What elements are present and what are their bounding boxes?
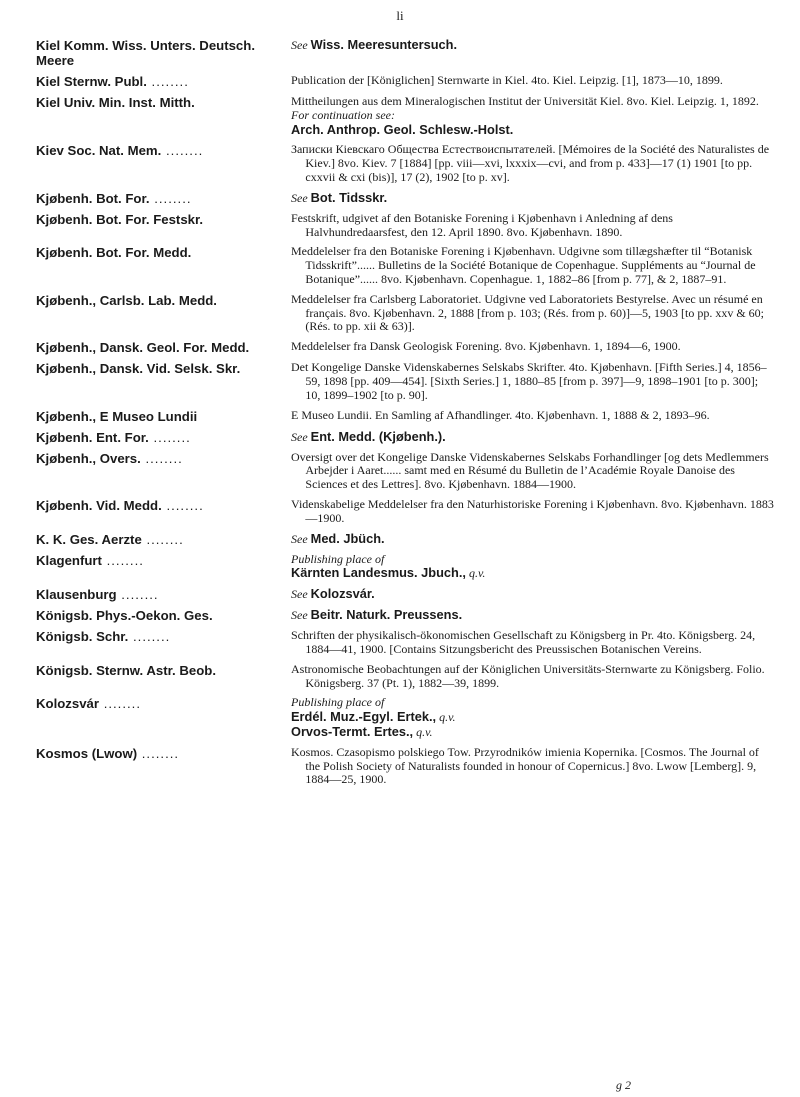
- entry-heading: [36, 361, 291, 376]
- entry-line: [291, 661, 776, 691]
- entry-line: [291, 37, 776, 53]
- leader-dots: ........: [101, 552, 144, 568]
- entry-heading-text: Kjøbenh., Carlsb. Lab. Medd.: [36, 292, 217, 308]
- qv-suffix: q.v.: [439, 710, 456, 725]
- entry-line: [291, 607, 776, 623]
- entry-heading-text: Kjøbenh. Ent. For.: [36, 429, 149, 445]
- entry-description: Meddelelser fra den Botaniske Forening i Kjøbenhavn. Udgivne som tillægshæfter til “Botanisk Tidsskrift”...... Bulletins de la Société Botanique de Copenhague. Suppléments au “Journal de Botanique”...... 8vo. Kjøbenhavn. Copenhague. 1, 1882–86 [from p. 77], & 2, 1887–91.: [291, 244, 756, 286]
- entry-heading: [36, 293, 291, 308]
- entry-line: [291, 586, 776, 602]
- entry-heading: [36, 587, 291, 602]
- catalog-entry: [36, 38, 776, 68]
- catalog-entry: [36, 696, 776, 739]
- entry-heading: [36, 498, 291, 513]
- catalog-entry: [36, 451, 776, 492]
- entry-heading: [36, 746, 291, 761]
- entry-line: [291, 121, 776, 138]
- qv-suffix: q.v.: [468, 566, 486, 581]
- cross-reference: Ent. Medd. (Kjøbenh.).: [310, 428, 446, 444]
- see-prefix: See: [291, 587, 308, 602]
- entry-line: [291, 291, 776, 334]
- entry-body: [291, 245, 776, 286]
- entry-description: Schriften der physikalisch-ökonomischen Gesellschaft zu Königsberg in Pr. 4to. Königsberg. 24, 1884—41, 1900. [Contains Sitzungsbericht des Preussischen Botanischen Vereins.: [291, 628, 756, 656]
- cross-reference: Kolozsvár.: [310, 586, 375, 602]
- entry-description: Meddelelser fra Carlsberg Laboratoriet. Udgivne ved Laboratoriets Bestyrelse. Avec un résumé en français. 8vo. Kjøbenhavn. 2, 1888 [from p. 103; (Rés. from p. 60)]—5, 1903 [to pp. xxv & 60; (Rés. to pp. xii & 63)].: [291, 291, 764, 334]
- catalog-entry: [36, 532, 776, 547]
- entry-heading: [36, 191, 291, 206]
- cross-reference: Erdél. Muz.-Egyl. Ertek.,: [291, 709, 437, 725]
- catalog-entry: [36, 430, 776, 445]
- entry-line: [291, 189, 776, 206]
- entry-heading-text: Kiel Univ. Min. Inst. Mitth.: [36, 95, 195, 110]
- italic-note: For continuation see:: [291, 107, 395, 122]
- italic-note: Publishing place of: [291, 551, 385, 566]
- entry-heading: [36, 608, 291, 623]
- entry-heading-text: Kjøbenh., E Museo Lundii: [36, 408, 198, 424]
- entry-line: [291, 744, 776, 787]
- entry-line: [291, 530, 776, 547]
- entry-line: [291, 449, 776, 492]
- entries-list: [36, 38, 776, 793]
- catalog-entry: [36, 608, 776, 623]
- italic-note: Publishing place of: [291, 695, 385, 710]
- entry-body: [291, 143, 776, 184]
- entry-line: [291, 428, 776, 445]
- entry-heading-text: Kiel Komm. Wiss. Unters. Deutsch. Meere: [36, 38, 255, 68]
- entry-line: [291, 565, 776, 581]
- entry-body: [291, 451, 776, 492]
- see-prefix: See: [291, 38, 308, 52]
- entry-heading-text: Königsb. Sternw. Astr. Beob.: [36, 662, 217, 678]
- entry-line: [291, 210, 776, 240]
- entry-body: [291, 498, 776, 526]
- entry-heading-text: Königsb. Phys.-Oekon. Ges.: [36, 608, 213, 624]
- entry-body: [291, 532, 776, 547]
- entry-description: Publication der [Königlichen] Sternwarte in Kiel. 4to. Kiel. Leipzig. [1], 1873—10, 1899.: [291, 73, 723, 87]
- entry-description: Oversigt over det Kongelige Danske Videnskabernes Selskabs Forhandlinger [og dets Medlemmers Arbejder i Aaret...... samt med en Résumé du Bulletin de l’Académie Royale Danoise des Sciences et des Lettres]. 8vo. Kjøbenhavn. 1884—1900.: [291, 449, 769, 492]
- entry-description: E Museo Lundii. En Samling af Afhandlinger. 4to. Kjøbenhavn. 1, 1888 & 2, 1893–96.: [291, 407, 710, 422]
- entry-heading-text: Kjøbenh., Dansk. Geol. For. Medd.: [36, 340, 250, 356]
- cross-reference: Orvos-Termt. Ertes.,: [291, 723, 414, 739]
- page-number: li: [396, 8, 404, 23]
- signature-mark: g 2: [616, 1078, 631, 1092]
- continuation-title: Arch. Anthrop. Geol. Schlesw.-Holst.: [291, 121, 514, 137]
- entry-body: [291, 340, 776, 354]
- leader-dots: ........: [148, 429, 191, 445]
- entry-heading-text: Klagenfurt: [36, 552, 102, 568]
- entry-heading-text: Kjøbenh. Bot. For. Festskr.: [36, 211, 204, 227]
- entry-line: [291, 107, 776, 123]
- entry-body: [291, 361, 776, 402]
- entry-heading: [36, 629, 291, 644]
- entry-description: Записки Кіевскаго Общества Естествоиспытателей. [Mémoires de la Société des Naturalistes de Kiev.] 8vo. Kiev. 7 [1884] [pp. viii—xvi, lxxxix—cvi, and from p. 433]—17 (1) 1901 [to pp. cxxvii & cxi (bis)], 17 (2), 1902 [to p. xv].: [291, 142, 770, 184]
- entry-description: Kosmos. Czasopismo polskiego Tow. Przyrodników imienia Kopernika. [Cosmos. The Journal of the Polish Society of Naturalists founded in honour of Copernicus.] 8vo. Lwow [Lemberg]. 9, 1884—25, 1900.: [291, 744, 759, 787]
- catalog-entry: [36, 629, 776, 657]
- entry-heading-text: Kjøbenh. Bot. For.: [36, 190, 150, 206]
- entry-heading: [36, 245, 291, 260]
- entry-heading: [36, 430, 291, 445]
- entry-body: [291, 95, 776, 137]
- leader-dots: ........: [116, 587, 159, 603]
- leader-dots: ........: [146, 74, 189, 89]
- entry-description: Astronomische Beobachtungen auf der Königlichen Universitäts-Sternwarte zu Königsberg. Folio. Königsberg. 37 (Pt. 1), 1882—39, 1899.: [291, 661, 765, 690]
- cross-reference: Beitr. Naturk. Preussens.: [310, 607, 463, 623]
- see-prefix: See: [291, 429, 308, 444]
- entry-line: [291, 94, 776, 109]
- leader-dots: ........: [161, 497, 204, 513]
- entry-body: [291, 293, 776, 334]
- catalog-entry: [36, 361, 776, 402]
- catalog-entry: [36, 409, 776, 424]
- entry-heading-text: Klausenburg: [36, 587, 117, 603]
- entry-body: [291, 663, 776, 691]
- catalog-entry: [36, 746, 776, 787]
- entry-line: [291, 723, 776, 740]
- see-prefix: See: [291, 531, 308, 546]
- entry-heading: [36, 532, 291, 547]
- cross-reference: Med. Jbüch.: [310, 530, 385, 546]
- entry-body: [291, 553, 776, 582]
- entry-heading: [36, 696, 291, 711]
- entry-heading-text: Kjøbenh. Bot. For. Medd.: [36, 245, 192, 261]
- entry-heading-text: Kiel Sternw. Publ.: [36, 74, 147, 89]
- entry-line: [291, 709, 776, 725]
- entry-description: Det Kongelige Danske Videnskabernes Selskabs Skrifter. 4to. Kjøbenhavn. [Fifth Series.] 4, 1856–59, 1898 [pp. 409—454]. [Sixth Series.] 1, 1880–85 [from p. 397]—9, 1898–1901 [to p. 300]; 10, 1899–1902 [to p. 90].: [291, 360, 767, 402]
- catalog-entry: [36, 498, 776, 526]
- entry-heading-text: K. K. Ges. Aerzte: [36, 531, 142, 547]
- entry-line: [291, 695, 776, 710]
- cross-reference: Bot. Tidsskr.: [310, 189, 388, 205]
- entry-heading: [36, 663, 291, 678]
- entry-line: [291, 142, 776, 184]
- catalog-entry: [36, 74, 776, 89]
- catalog-entry: [36, 340, 776, 355]
- entry-body: [291, 629, 776, 657]
- entry-heading: [36, 553, 291, 568]
- entry-body: [291, 746, 776, 787]
- entry-heading: [36, 143, 291, 158]
- catalog-entry: [36, 663, 776, 691]
- entry-line: [291, 628, 776, 657]
- entry-heading: [36, 212, 291, 227]
- leader-dots: ........: [149, 190, 192, 206]
- leader-dots: ........: [137, 745, 180, 761]
- entry-heading-text: Kiev Soc. Nat. Mem.: [36, 143, 162, 159]
- leader-dots: ........: [141, 531, 184, 547]
- catalog-entry: [36, 587, 776, 602]
- entry-body: [291, 74, 776, 88]
- entry-heading: [36, 95, 291, 110]
- entry-heading-text: Kjøbenh. Vid. Medd.: [36, 497, 162, 513]
- entry-line: [291, 73, 776, 88]
- entry-body: [291, 430, 776, 445]
- entry-line: [291, 551, 776, 567]
- entry-heading: [36, 409, 291, 424]
- leader-dots: ........: [128, 629, 171, 645]
- entry-description: Meddelelser fra Dansk Geologisk Forening. 8vo. Kjøbenhavn. 1, 1894—6, 1900.: [291, 339, 681, 354]
- entry-line: [291, 407, 776, 423]
- entry-heading: [36, 38, 291, 68]
- leader-dots: ........: [161, 143, 204, 159]
- catalog-entry: [36, 293, 776, 334]
- entry-description: Mittheilungen aus dem Mineralogischen Institut der Universität Kiel. 8vo. Kiel. Leipzig. 1, 1892.: [291, 94, 759, 108]
- entry-heading-text: Kjøbenh., Dansk. Vid. Selsk. Skr.: [36, 361, 241, 377]
- entry-body: [291, 696, 776, 739]
- entry-heading: [36, 74, 291, 89]
- entry-heading-text: Königsb. Schr.: [36, 629, 129, 645]
- entry-heading-text: Kjøbenh., Overs.: [36, 450, 141, 466]
- entry-line: [291, 244, 776, 286]
- entry-body: [291, 212, 776, 240]
- entry-body: [291, 409, 776, 423]
- entry-body: [291, 38, 776, 53]
- catalog-entry: [36, 245, 776, 286]
- catalog-entry: [36, 95, 776, 137]
- entry-heading: [36, 451, 291, 466]
- see-prefix: See: [291, 190, 308, 205]
- entry-line: [291, 496, 776, 526]
- see-prefix: See: [291, 608, 308, 623]
- catalog-entry: [36, 212, 776, 240]
- catalog-entry: [36, 143, 776, 184]
- entry-description: Videnskabelige Meddelelser fra den Naturhistoriske Forening i Kjøbenhavn. 8vo. Kjøbenhavn. 1883—1900.: [291, 496, 774, 525]
- cross-reference: Kärnten Landesmus. Jbuch.,: [291, 565, 466, 581]
- entry-line: [291, 360, 776, 402]
- cross-reference: Wiss. Meeresuntersuch.: [310, 37, 458, 52]
- catalog-entry: [36, 191, 776, 206]
- catalog-entry: [36, 553, 776, 582]
- leader-dots: ........: [140, 450, 183, 466]
- qv-suffix: q.v.: [416, 724, 433, 739]
- entry-body: [291, 608, 776, 623]
- entry-body: [291, 191, 776, 206]
- entry-heading-text: Kolozsvár: [36, 696, 100, 712]
- entry-line: [291, 339, 776, 354]
- entry-description: Festskrift, udgivet af den Botaniske Forening i Kjøbenhavn i Anledning af dens Halvhundredaarsfest, den 12. April 1890. 8vo. Kjøbenhavn. 1890.: [291, 210, 673, 239]
- leader-dots: ........: [99, 696, 142, 712]
- entry-heading: [36, 340, 291, 355]
- entry-heading-text: Kosmos (Lwow): [36, 745, 138, 761]
- entry-body: [291, 587, 776, 602]
